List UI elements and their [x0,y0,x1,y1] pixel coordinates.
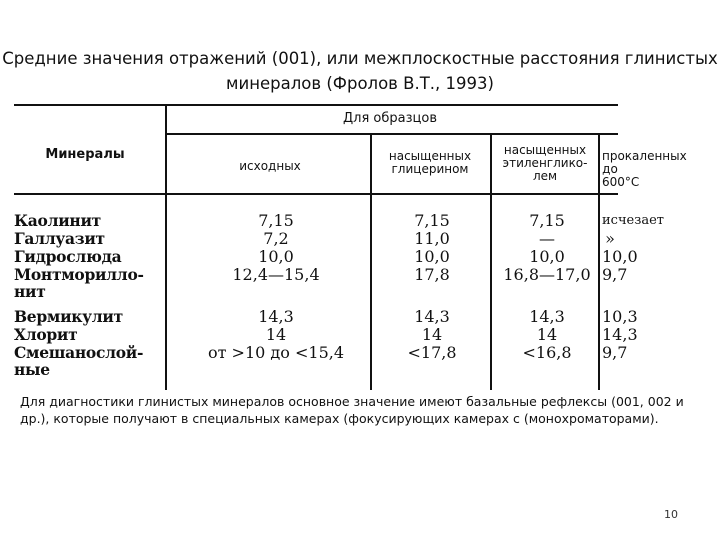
table-cell: » [605,229,615,248]
mineral-kaolinite: Каолинит [14,211,101,230]
header-ethylene-glycol: насыщенных этиленглико-лем [502,143,588,183]
table-cell: 9,7 [602,265,628,284]
mineral-mixed-layer: Смешанослой-ные [14,343,144,379]
table-cell: 9,7 [602,343,628,362]
table-cell: — [539,229,555,248]
table-cell: 12,4—15,4 [232,265,320,284]
group-header: Для образцов [343,111,437,126]
table-cell: 10,3 [602,307,638,326]
diagnostics-note: Для диагностики глинистых минералов основное значение имеют базальные рефлексы (001, 002 и др.), которые получают в специальных камерах (фокусирующих камерах с (монохроматорами). [20,394,684,426]
clay-minerals-table [10,100,687,390]
header-calcined: прокаленных до 600°С [602,149,687,189]
page-number: 10 [664,508,678,521]
table-top-rule [14,104,618,106]
mineral-hydromica: Гидрослюда [14,247,122,266]
table-cell: 7,15 [529,211,565,230]
table-cell: 11,0 [414,229,450,248]
table-cell: 14,3 [258,307,294,326]
mineral-chlorite: Хлорит [14,325,78,344]
header-glycerol: насыщенных глицерином [388,149,472,176]
slide-title: Средние значения отражений (001), или межплоскостные расстояния глинистых минералов (Фролов В.Т., 1993) [2,49,718,93]
table-cell: 16,8—17,0 [503,265,591,284]
table-cell: 10,0 [602,247,638,266]
table-cell: 14,3 [529,307,565,326]
table-cell: 7,15 [414,211,450,230]
mineral-vermiculite: Вермикулит [14,307,123,326]
minerals-header: Минералы [45,147,125,162]
table-cell: 10,0 [414,247,450,266]
group-header-rule [166,133,618,135]
table-cell: 14 [265,325,287,344]
table-cell: <17,8 [407,343,457,362]
column-divider-1 [165,104,167,390]
table-cell: 14 [536,325,558,344]
mineral-halloysite: Галлуазит [14,229,105,248]
table-cell: от >10 до <15,4 [207,343,345,362]
table-cell: 10,0 [258,247,294,266]
table-cell: исчезает [602,213,664,228]
table-cell: 17,8 [414,265,450,284]
table-cell: <16,8 [522,343,572,362]
header-bottom-rule [14,193,618,195]
table-cell: 14,3 [414,307,450,326]
table-cell: 7,15 [258,211,294,230]
header-initial: исходных [239,159,301,173]
table-cell: 7,2 [263,229,289,248]
table-cell: 14,3 [602,325,638,344]
mineral-montmorillonite: Монтморилло-нит [14,265,144,301]
table-cell: 14 [421,325,443,344]
table-cell: 10,0 [529,247,565,266]
